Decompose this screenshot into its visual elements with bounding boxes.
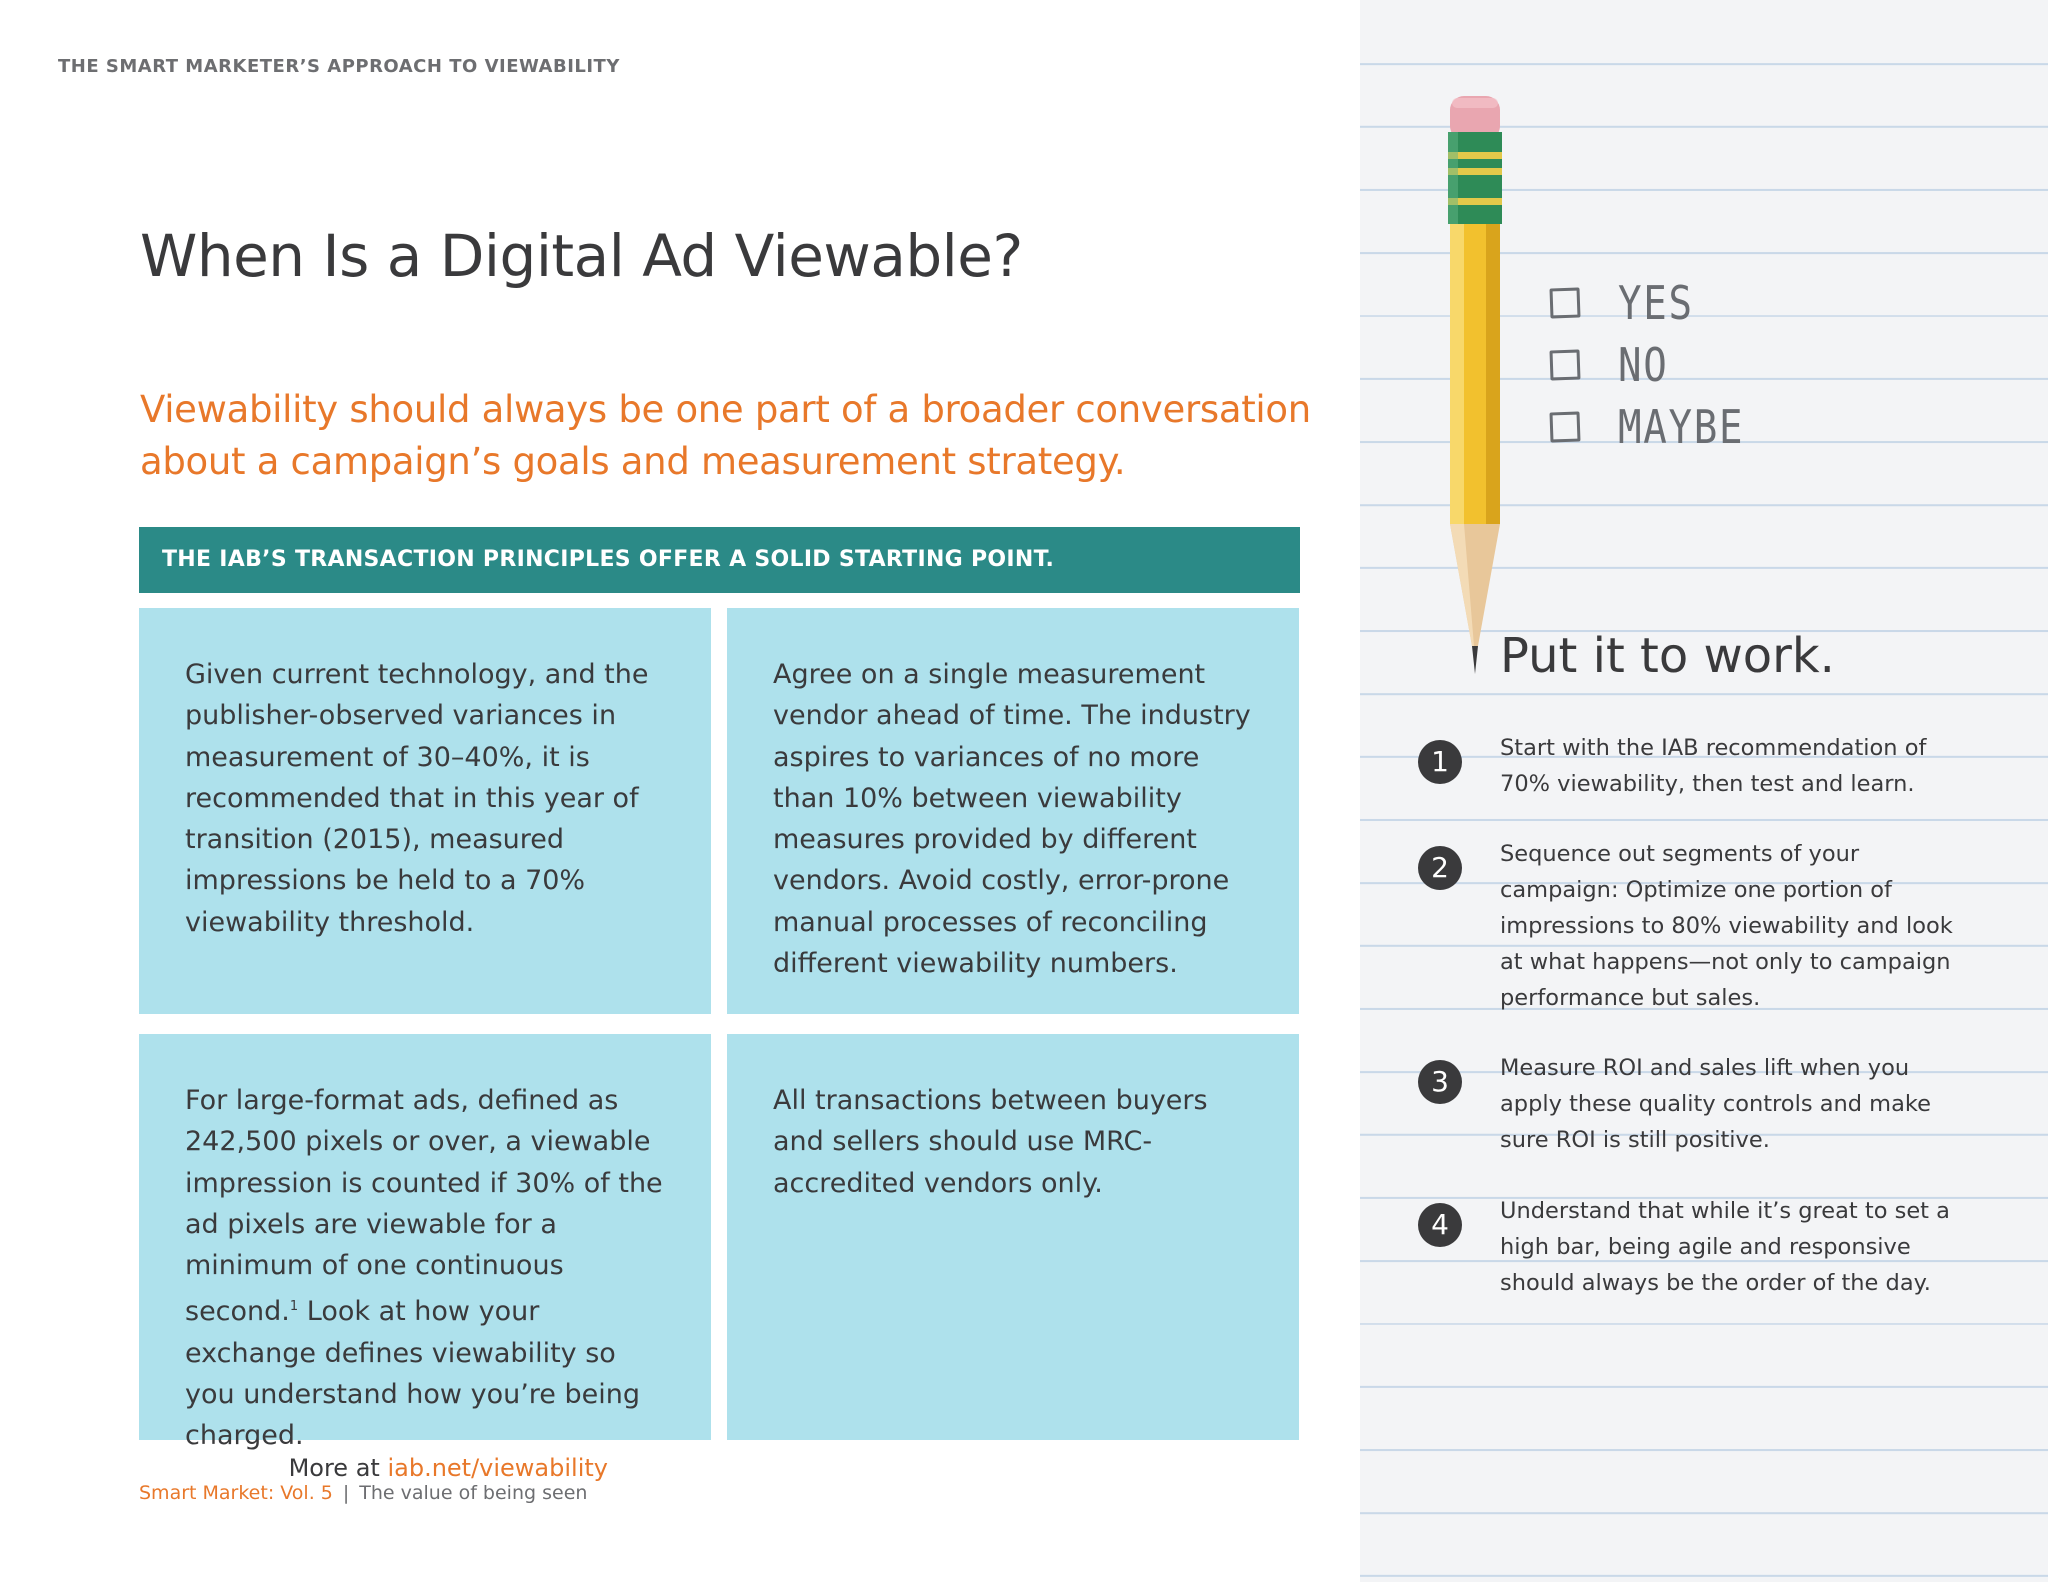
more-info-link[interactable]: iab.net/viewability [387, 1454, 608, 1482]
notebook-panel [1360, 0, 2048, 1582]
principles-banner-text: THE IAB’S TRANSACTION PRINCIPLES OFFER A SOLID STARTING POINT. [162, 547, 1055, 572]
checkbox-list [1550, 272, 1766, 458]
footnote-marker: 1 [289, 1299, 299, 1315]
checkbox-option-yes [1550, 272, 1766, 334]
checkbox-icon [1549, 411, 1580, 442]
checkbox-option-no [1550, 334, 1766, 396]
checkbox-option-maybe [1550, 396, 1766, 458]
checkbox-icon [1549, 287, 1580, 318]
principle-text: Agree on a single measurement vendor ahead of time. The industry aspires to variances of no more than 10% between viewability measures provided by different vendors. Avoid costly, error-prone manual processes of reconciling different viewability numbers. [773, 659, 1251, 980]
page-title: When Is a Digital Ad Viewable? [140, 222, 1023, 290]
step-number-badge: 1 [1418, 740, 1462, 784]
more-info [289, 1454, 608, 1482]
step-text: Start with the IAB recommendation of 70% viewability, then test and learn. [1500, 735, 1927, 797]
checkbox-label: NO [1618, 338, 1669, 392]
principle-box-large-format [139, 1034, 711, 1452]
footer-separator: | [342, 1482, 350, 1504]
step-text: Measure ROI and sales lift when you apply these quality controls and make sure ROI is still positive. [1500, 1055, 1931, 1153]
footer-volume: Smart Market: Vol. 5 [139, 1482, 333, 1504]
checkbox-icon [1549, 349, 1580, 380]
section-kicker: THE SMART MARKETER’S APPROACH TO VIEWABILITY [58, 56, 620, 77]
step-number-badge: 3 [1418, 1060, 1462, 1104]
principle-box-vendor [727, 608, 1299, 1014]
pencil-image [1430, 90, 1550, 680]
step-number-badge: 4 [1418, 1203, 1462, 1247]
put-to-work-title: Put it to work. [1500, 628, 1835, 684]
more-info-prefix: More at [288, 1454, 388, 1482]
step-text: Sequence out segments of your campaign: Optimize one portion of impressions to 80% viewability and look at what happens—not only to campaign performance but sales. [1500, 841, 1953, 1011]
page-footer [139, 1482, 587, 1504]
step-number-badge: 2 [1418, 846, 1462, 890]
principle-text-main: For large-format ads, defined as 242,500 pixels or over, a viewable impression is counted if 30% of the ad pixels are viewable for a minimum of one continuous second. [185, 1085, 663, 1328]
principle-text [185, 1080, 671, 1457]
principle-text: All transactions between buyers and sellers should use MRC-accredited vendors only. [773, 1085, 1208, 1199]
principles-banner [139, 527, 1300, 593]
step-text: Understand that while it’s great to set a high bar, being agile and responsive should always be the order of the day. [1500, 1198, 1950, 1296]
principle-box-threshold [139, 608, 711, 1014]
principle-text-continued: Look at how your exchange defines viewability so you understand how you’re being charged. [185, 1296, 640, 1452]
footer-tagline: The value of being seen [359, 1482, 588, 1504]
principle-box-mrc [727, 1034, 1299, 1440]
checkbox-label: MAYBE [1618, 400, 1745, 454]
page-subtitle: Viewability should always be one part of a broader conversation about a campaign’s goals and measurement strategy. [140, 388, 1311, 483]
principle-text: Given current technology, and the publisher-observed variances in measurement of 30–40%, it is recommended that in this year of transition (2015), measured impressions be held to a 70% viewability threshold. [185, 659, 649, 938]
checkbox-label: YES [1618, 276, 1694, 330]
